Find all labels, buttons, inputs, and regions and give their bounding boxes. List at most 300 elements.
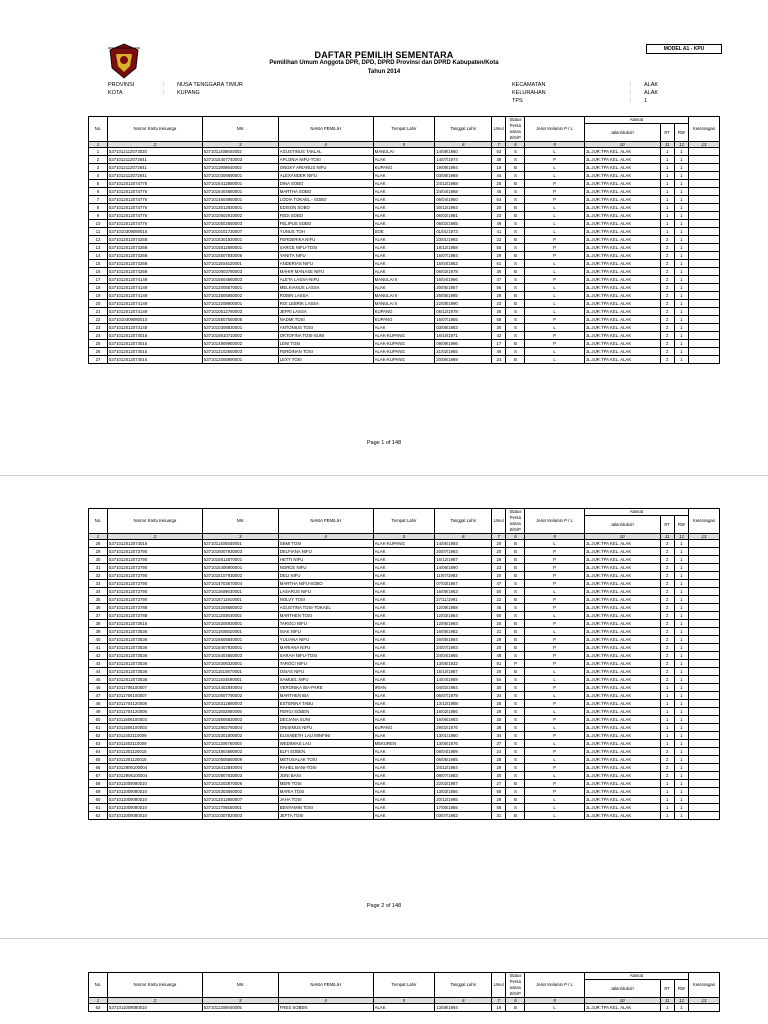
table-cell: 1 — [660, 156, 674, 164]
table-cell — [689, 764, 720, 772]
table-row — [89, 548, 720, 556]
table-cell: B — [506, 204, 525, 212]
table-cell: 30 — [492, 324, 506, 332]
table-cell: 5371016412880001 — [202, 180, 278, 188]
table-cell: WEDIMIAS LAU — [278, 740, 373, 748]
table-cell: L — [525, 260, 584, 268]
table-cell: 52 — [89, 732, 108, 740]
table-cell: JL.JUR.TPA KEL. ALAK — [584, 740, 660, 748]
table-cell: 5371010307820003 — [202, 812, 278, 820]
table-cell: ALAK — [373, 756, 435, 764]
table-cell: 1 — [674, 252, 688, 260]
col-number: 6 — [435, 998, 492, 1004]
table-row — [89, 732, 720, 740]
table-cell: L — [525, 164, 584, 172]
table-row — [89, 628, 720, 636]
table-cell: 61 — [492, 260, 506, 268]
table-cell: P — [525, 644, 584, 652]
document-year: Tahun 2014 — [367, 69, 401, 75]
table-cell: ALAK — [373, 676, 435, 684]
col-header-tanggal: Tanggal Lahir — [435, 509, 492, 534]
table-cell: JL.JUR.TPA KEL. ALAK — [584, 188, 660, 196]
table-cell: 1 — [660, 220, 674, 228]
table-cell — [689, 636, 720, 644]
table-cell: JL.JUR.TPA KEL. ALAK — [584, 708, 660, 716]
table-cell: 5371014804890002 — [202, 748, 278, 756]
table-row — [89, 324, 720, 332]
table-cell: 15/10/1987 — [435, 668, 492, 676]
table-cell: 1 — [660, 700, 674, 708]
table-cell — [689, 700, 720, 708]
table-cell: 5371015612870001 — [202, 556, 278, 564]
table-cell: 45 — [492, 188, 506, 196]
table-cell — [689, 772, 720, 780]
table-row — [89, 556, 720, 564]
table-cell: 1 — [674, 220, 688, 228]
table-cell: JL.JUR.TPA KEL. ALAK — [584, 540, 660, 548]
table-cell: 1 — [674, 308, 688, 316]
table-cell: 48 — [492, 652, 506, 660]
table-cell: 5371011203640002 — [202, 612, 278, 620]
table-cell: 5371016007930003 — [202, 548, 278, 556]
table-cell: 5371012012074776 — [107, 212, 202, 220]
table-cell: 20/06/1989 — [435, 356, 492, 364]
table-cell: 1 — [674, 172, 688, 180]
table-row — [89, 604, 720, 612]
col-number: 13 — [689, 998, 720, 1004]
table-cell: L — [525, 756, 584, 764]
table-cell: 5371012012073790 — [107, 580, 202, 588]
table-cell: 05/05/1985 — [435, 756, 492, 764]
table-cell: 1 — [674, 548, 688, 556]
table-cell: 5371012202870006 — [202, 780, 278, 788]
col-header-no: No. — [89, 973, 108, 998]
table-row — [89, 260, 720, 268]
table-cell: 23 — [492, 564, 506, 572]
table-cell: 1 — [674, 700, 688, 708]
table-cell: 1 — [674, 212, 688, 220]
table-cell: 50 — [492, 588, 506, 596]
col-number: 13 — [689, 534, 720, 540]
table-row — [89, 340, 720, 348]
table-cell: 2 — [660, 652, 674, 660]
table-cell: 16/12/1987 — [435, 556, 492, 564]
table-cell: JL.JUR.TPA KEL. ALAK — [584, 572, 660, 580]
table-cell: 5371015205930001 — [202, 620, 278, 628]
table-cell: JL.JUR.TPA KEL. ALAK — [584, 756, 660, 764]
table-cell: JL.JUR.TPA KEL. ALAK — [584, 676, 660, 684]
table-cell: 54 — [89, 748, 108, 756]
table-cell: 50 — [89, 716, 108, 724]
col-number: 5 — [373, 142, 435, 148]
table-cell: B — [506, 164, 525, 172]
table-cell: 1 — [660, 188, 674, 196]
meta-value: 1 — [644, 98, 648, 104]
table-cell: 5371016404650003 — [202, 652, 278, 660]
table-cell — [689, 212, 720, 220]
table-cell: 5371015107930002 — [202, 572, 278, 580]
table-cell: 1 — [674, 644, 688, 652]
table-cell: JL.JUR.TPA KEL. ALAK — [584, 796, 660, 804]
col-header-tanggal: Tanggal Lahir — [435, 117, 492, 142]
table-cell: 1 — [674, 284, 688, 292]
table-cell — [689, 1004, 720, 1012]
table-cell: JL.JUR.TPA KEL. ALAK — [584, 228, 660, 236]
table-cell: 2 — [660, 300, 674, 308]
table-cell: 2 — [660, 628, 674, 636]
table-cell: 1 — [674, 732, 688, 740]
col-number: 10 — [584, 998, 660, 1004]
table-cell: 5371012012074149 — [107, 292, 202, 300]
table-cell: 58 — [492, 788, 506, 796]
table-cell: JL.JUR.TPA KEL. ALAK — [584, 684, 660, 692]
table-cell: 08/04/1989 — [435, 748, 492, 756]
table-cell — [689, 740, 720, 748]
table-cell: 28 — [89, 540, 108, 548]
table-cell: 19 — [492, 164, 506, 172]
table-cell: L — [525, 540, 584, 548]
table-cell: JEFTA TOSI — [278, 812, 373, 820]
table-cell — [689, 588, 720, 596]
table-cell: 5371015306320001 — [202, 660, 278, 668]
table-cell: B — [506, 628, 525, 636]
table-cell: MARIA TOSI — [278, 788, 373, 796]
table-row — [89, 148, 720, 156]
table-cell: 5371015406900001 — [202, 564, 278, 572]
table-cell: 5371015812580001 — [202, 244, 278, 252]
col-header-tempat: Tempat Lahir — [373, 973, 435, 998]
table-cell: JL.JUR.TPA KEL. ALAK — [584, 292, 660, 300]
table-cell — [689, 308, 720, 316]
table-cell: 22 — [492, 236, 506, 244]
table-cell: 5371011009080010 — [107, 780, 202, 788]
table-cell: ELFI SOBEN — [278, 748, 373, 756]
table-cell: 5371016301920001 — [202, 236, 278, 244]
table-cell: 24 — [89, 332, 108, 340]
table-cell: 51 — [89, 724, 108, 732]
table-cell: 5371011009080010 — [107, 812, 202, 820]
table-cell: 1 — [674, 572, 688, 580]
table-cell: 5371014909960002 — [202, 340, 278, 348]
table-cell: 39 — [89, 628, 108, 636]
table-cell: 5371011909940002 — [202, 164, 278, 172]
table-cell: MARTHEN IBA — [278, 692, 373, 700]
table-cell: METUSALAK TOSI — [278, 756, 373, 764]
table-cell: 20 — [492, 540, 506, 548]
table-cell: 1 — [660, 164, 674, 172]
table-cell: L — [525, 212, 584, 220]
table-cell: L — [525, 812, 584, 820]
table-row — [89, 1004, 720, 1012]
table-cell — [689, 556, 720, 564]
table-cell: 5371012012074148 — [107, 324, 202, 332]
table-cell: 1 — [674, 772, 688, 780]
table-cell: 20 — [89, 300, 108, 308]
table-cell: 17 — [492, 340, 506, 348]
table-row — [89, 292, 720, 300]
table-cell: 01/01/1973 — [435, 228, 492, 236]
table-cell: ESTERINA TABU — [278, 700, 373, 708]
table-cell: ALAK-KUPANG — [373, 540, 435, 548]
table-cell: JL.JUR.TPA KEL. ALAK — [584, 340, 660, 348]
col-number: 9 — [525, 142, 584, 148]
col-header-rt: RT — [660, 516, 674, 534]
col-number: 12 — [674, 142, 688, 148]
table-cell: 20 — [492, 644, 506, 652]
table-cell: 5371015507550005 — [202, 316, 278, 324]
table-cell: 1 — [660, 196, 674, 204]
table-cell — [689, 788, 720, 796]
table-cell: 5371011706550001 — [202, 804, 278, 812]
table-cell: 12/03/1964 — [435, 612, 492, 620]
table-cell: 1 — [660, 788, 674, 796]
table-cell: JL.JUR.TPA KEL. ALAK — [584, 556, 660, 564]
table-cell: 47 — [492, 580, 506, 588]
table-cell: 5371011706100007 — [107, 684, 202, 692]
table-cell: 2 — [660, 572, 674, 580]
table-cell: 14/08/1960 — [435, 148, 492, 156]
table-cell: JL.JUR.TPA KEL. ALAK — [584, 764, 660, 772]
table-cell: 13/03/1956 — [435, 788, 492, 796]
table-cell: 13/06/1976 — [435, 740, 492, 748]
table-cell: 38 — [89, 620, 108, 628]
table-cell: 1 — [674, 1004, 688, 1012]
table-cell: 1 — [674, 348, 688, 356]
table-cell: JL.JUR.TPA KEL. ALAK — [584, 548, 660, 556]
col-number: 9 — [525, 534, 584, 540]
table-cell: JL.JUR.TPA KEL. ALAK — [584, 284, 660, 292]
table-cell: 1 — [660, 148, 674, 156]
table-cell: 1 — [674, 204, 688, 212]
table-cell: 5371011308940005 — [202, 1004, 278, 1012]
table-cell: 5371010308690001 — [202, 172, 278, 180]
table-cell: 2 — [660, 356, 674, 364]
table-cell: B — [506, 796, 525, 804]
table-cell: B — [506, 340, 525, 348]
table-cell: 20/07/1993 — [435, 548, 492, 556]
col-number: 10 — [584, 142, 660, 148]
table-cell — [689, 620, 720, 628]
table-cell: 56 — [89, 764, 108, 772]
table-cell: JL.JUR.TPA KEL. ALAK — [584, 308, 660, 316]
table-row — [89, 204, 720, 212]
table-cell: S — [506, 188, 525, 196]
table-cell: 1 — [674, 236, 688, 244]
table-cell: 5371012112073020 — [107, 148, 202, 156]
table-cell: MARTHEN TOSI — [278, 612, 373, 620]
table-cell: ALAK — [373, 620, 435, 628]
table-cell: B — [506, 1004, 525, 1012]
table-cell: 1 — [89, 148, 108, 156]
table-cell: 34 — [492, 732, 506, 740]
table-cell: P — [525, 276, 584, 284]
page-number-1: Page 1 of 148 — [366, 440, 402, 446]
table-cell: ALAK — [373, 324, 435, 332]
table-cell: YANITA NIFU — [278, 252, 373, 260]
table-cell: 5371011602860005 — [202, 708, 278, 716]
col-header-umur: Umur — [492, 973, 506, 998]
table-cell: ALAK — [373, 156, 435, 164]
table-cell: 55 — [492, 244, 506, 252]
table-row — [89, 636, 720, 644]
table-cell: JL.JUR.TPA KEL. ALAK — [584, 324, 660, 332]
table-cell: 5371012005570001 — [202, 284, 278, 292]
table-cell: JL.JUR.TPA KEL. ALAK — [584, 604, 660, 612]
table-cell: 28 — [492, 292, 506, 300]
table-cell: L — [525, 740, 584, 748]
table-cell: S — [506, 764, 525, 772]
table-row — [89, 804, 720, 812]
table-row — [89, 300, 720, 308]
col-header-jk: Jenis Kelamin P / L — [525, 509, 584, 534]
table-cell: 2 — [660, 276, 674, 284]
col-number: 8 — [506, 998, 525, 1004]
table-cell: 5371011706100007 — [107, 692, 202, 700]
table-cell: ALAK — [373, 812, 435, 820]
table-cell: 18/12/1958 — [435, 244, 492, 252]
table-cell: 22/08/1990 — [435, 300, 492, 308]
table-cell: 24/12/1984 — [435, 764, 492, 772]
table-cell: B — [506, 620, 525, 628]
table-cell: 28 — [492, 708, 506, 716]
table-cell: P — [525, 188, 584, 196]
table-cell: 5371012012073536 — [107, 628, 202, 636]
table-cell: IRIAN — [373, 684, 435, 692]
table-cell: 5371012012073790 — [107, 564, 202, 572]
document-title: DAFTAR PEMILIH SEMENTARA — [314, 50, 454, 60]
table-cell: 1 — [674, 228, 688, 236]
table-row — [89, 620, 720, 628]
table-cell: P — [525, 652, 584, 660]
table-cell: 1 — [674, 716, 688, 724]
table-cell: 2 — [660, 676, 674, 684]
table-cell: 1 — [660, 692, 674, 700]
table-cell: 5371016404680001 — [202, 188, 278, 196]
table-cell: L — [525, 268, 584, 276]
table-row — [89, 700, 720, 708]
table-cell: 13/06/1932 — [435, 660, 492, 668]
table-row — [89, 692, 720, 700]
table-cell — [689, 596, 720, 604]
meta-value: NUSA TENGGARA TIMUR — [177, 82, 243, 88]
table-cell: MARIANA NIFU — [278, 644, 373, 652]
meta-key: PROVINSI — [108, 82, 135, 88]
table-cell: L — [525, 668, 584, 676]
table-cell: 5371012012074258 — [107, 236, 202, 244]
table-cell: 41 — [89, 644, 108, 652]
table-cell: 55 — [89, 756, 108, 764]
table-cell: 1 — [674, 292, 688, 300]
table-cell: JAHA TOSI — [278, 796, 373, 804]
table-cell: 62 — [89, 812, 108, 820]
table-row — [89, 236, 720, 244]
table-cell: 45 — [492, 604, 506, 612]
table-cell: JL.JUR.TPA KEL. ALAK — [584, 700, 660, 708]
table-cell: 42 — [492, 332, 506, 340]
table-cell: 2 — [660, 748, 674, 756]
table-cell: 2 — [660, 604, 674, 612]
col-header-status: Status Perka winan B/S/P — [506, 117, 525, 142]
table-cell: 5371012012074258 — [107, 260, 202, 268]
table-cell — [689, 252, 720, 260]
table-cell: L — [525, 676, 584, 684]
table-cell: JL.JUR.TPA KEL. ALAK — [584, 588, 660, 596]
table-row — [89, 572, 720, 580]
table-cell: S — [506, 308, 525, 316]
table-cell: S — [506, 724, 525, 732]
table-cell: P — [525, 620, 584, 628]
table-cell: 06/02/1991 — [435, 212, 492, 220]
table-cell: 1 — [674, 300, 688, 308]
table-cell: 1 — [660, 172, 674, 180]
meta-key: TPS — [512, 98, 523, 104]
table-cell: 42 — [89, 652, 108, 660]
table-cell: 1 — [674, 604, 688, 612]
table-cell: 5371012012074776 — [107, 196, 202, 204]
table-cell: 30/12/1993 — [435, 204, 492, 212]
table-cell: 5371012006890001 — [202, 356, 278, 364]
col-header-jalan: Jalan/dukuh — [584, 980, 660, 998]
table-row — [89, 180, 720, 188]
table-cell: 26 — [492, 556, 506, 564]
table-row — [89, 812, 720, 820]
table-cell: 8 — [89, 204, 108, 212]
table-cell: ALAK — [373, 716, 435, 724]
table-cell: ALAK — [373, 788, 435, 796]
table-cell: 2 — [660, 348, 674, 356]
table-cell: 22 — [492, 596, 506, 604]
table-row — [89, 252, 720, 260]
table-cell: 1 — [660, 204, 674, 212]
table-cell: 1 — [660, 212, 674, 220]
table-cell: 03/08/1969 — [435, 172, 492, 180]
col-header-alamat: Alamat — [584, 973, 688, 980]
table-cell: MAHIR MANASE NIFU — [278, 268, 373, 276]
col-number: 1 — [89, 142, 108, 148]
table-cell: P — [525, 236, 584, 244]
table-cell: 5371011506100003 — [107, 724, 202, 732]
table-row — [89, 220, 720, 228]
table-cell: 19 — [492, 1004, 506, 1012]
table-row — [89, 228, 720, 236]
table-cell: 2 — [660, 324, 674, 332]
col-number: 2 — [107, 534, 202, 540]
table-cell: 5371015312880003 — [202, 700, 278, 708]
table-cell: JL.JUR.TPA KEL. ALAK — [584, 780, 660, 788]
table-cell: 2 — [89, 156, 108, 164]
table-cell: 41 — [492, 228, 506, 236]
table-cell: 2 — [660, 316, 674, 324]
table-cell: S — [506, 756, 525, 764]
table-row — [89, 780, 720, 788]
table-cell: 16/02/1986 — [435, 708, 492, 716]
table-cell: 5371012012074016 — [107, 340, 202, 348]
table-cell: 2 — [660, 292, 674, 300]
table-cell: 28 — [492, 796, 506, 804]
table-cell: APLONIA NIFU-TOSI — [278, 156, 373, 164]
table-cell: L — [525, 612, 584, 620]
table-cell: ALAK — [373, 580, 435, 588]
table-cell: JL.JUR.TPA KEL. ALAK — [584, 644, 660, 652]
table-cell: 1 — [674, 788, 688, 796]
table-row — [89, 708, 720, 716]
table-cell: JL.JUR.TPA KEL. ALAK — [584, 628, 660, 636]
table-cell: JL.JUR.TPA KEL. ALAK — [584, 652, 660, 660]
table-cell: ALAK — [373, 764, 435, 772]
table-cell: 5371010602910002 — [202, 212, 278, 220]
table-cell — [689, 804, 720, 812]
table-cell: P — [525, 244, 584, 252]
